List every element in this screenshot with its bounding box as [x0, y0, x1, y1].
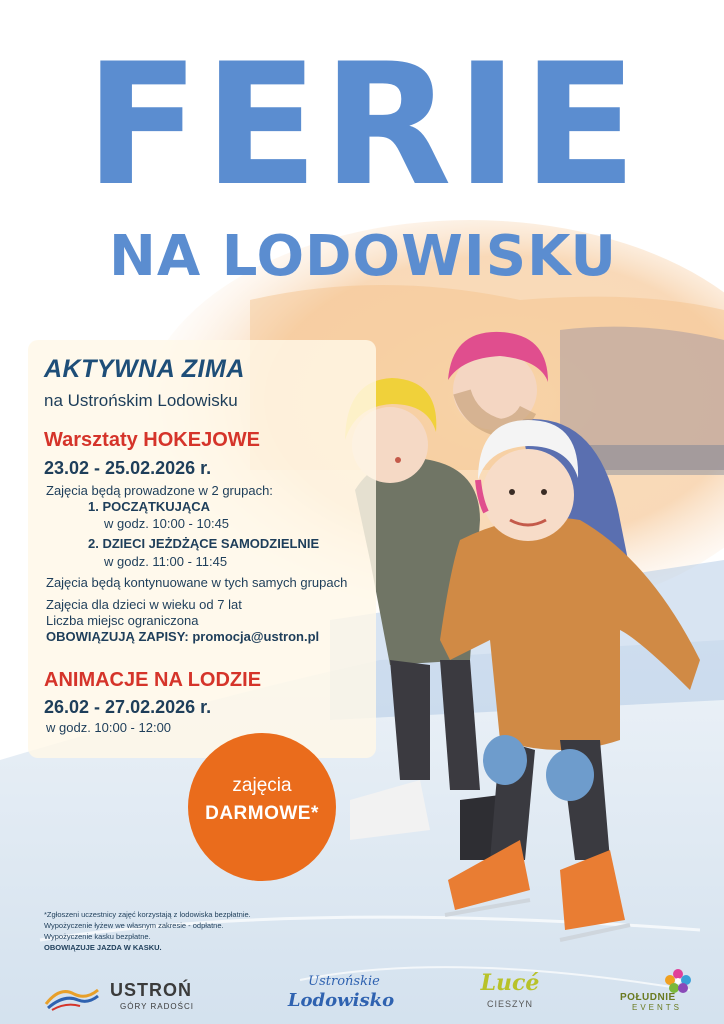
ustron-word: USTROŃ — [110, 980, 192, 1000]
limited-note: Liczba miejsc ograniczona — [46, 613, 199, 628]
footnote-1: *Zgłoszeni uczestnicy zajęć korzystają z lodowiska bezpłatnie. — [44, 910, 251, 919]
lodowisko-line-2: Lodowisko — [287, 990, 395, 1011]
free-badge — [188, 733, 336, 881]
animations-title: ANIMACJE NA LODZIE — [44, 669, 262, 691]
lodowisko-line-1: Ustrońskie — [308, 974, 380, 989]
group-2-label: 2. DZIECI JEŻDŻĄCE SAMODZIELNIE — [88, 536, 320, 551]
animations-dates: 26.02 - 27.02.2026 r. — [44, 697, 212, 717]
footnote-4: OBOWIĄZUJE JAZDA W KASKU. — [44, 943, 162, 952]
workshops-dates: 23.02 - 25.02.2026 r. — [44, 458, 212, 478]
footnote-3: Wypożyczenie kasku bezpłatne. — [44, 932, 151, 941]
groups-intro: Zajęcia będą prowadzone w 2 grupach: — [46, 483, 273, 498]
poludnie-word: POŁUDNIE — [620, 992, 676, 1003]
group-2-time: w godz. 11:00 - 11:45 — [104, 554, 228, 569]
continued-note: Zajęcia będą kontynuowane w tych samych grupach — [46, 575, 348, 590]
luce-sub: CIESZYN — [486, 999, 533, 1009]
title-ferie: FERIE — [84, 27, 642, 223]
workshops-title: Warsztaty HOKEJOWE — [44, 429, 260, 451]
heading-aktywna-zima: AKTYWNA ZIMA — [44, 355, 245, 383]
title-na-lodowisku: NA LODOWISKU — [109, 224, 617, 289]
age-note: Zajęcia dla dzieci w wieku od 7 lat — [46, 597, 242, 612]
ustron-mark-icon — [44, 982, 100, 1012]
logo-ustron — [44, 976, 214, 1016]
group-1-time: w godz. 10:00 - 10:45 — [104, 516, 230, 531]
logo-ustronskie-lodowisko — [286, 970, 396, 1020]
flower-icon — [658, 966, 698, 994]
subheading-location: na Ustrońskim Lodowisku — [44, 391, 238, 410]
group-1-label: 1. POCZĄTKUJĄCA — [88, 499, 211, 514]
logo-poludnie-events — [618, 966, 708, 1016]
badge-line-1: zajęcia — [232, 775, 292, 796]
animations-time: w godz. 10:00 - 12:00 — [46, 720, 172, 735]
footnote-2: Wypożyczenie łyżew we własnym zakresie - odpłatne. — [44, 921, 224, 930]
poludnie-sub: EVENTS — [632, 1003, 683, 1012]
ustron-sub: GÓRY RADOŚCI — [120, 1002, 194, 1011]
luce-word: Lucé — [480, 970, 540, 996]
registration-note: OBOWIĄZUJĄ ZAPISY: promocja@ustron.pl — [46, 629, 320, 644]
badge-line-2: DARMOWE* — [205, 803, 319, 824]
logo-luce-cieszyn — [470, 970, 550, 1018]
